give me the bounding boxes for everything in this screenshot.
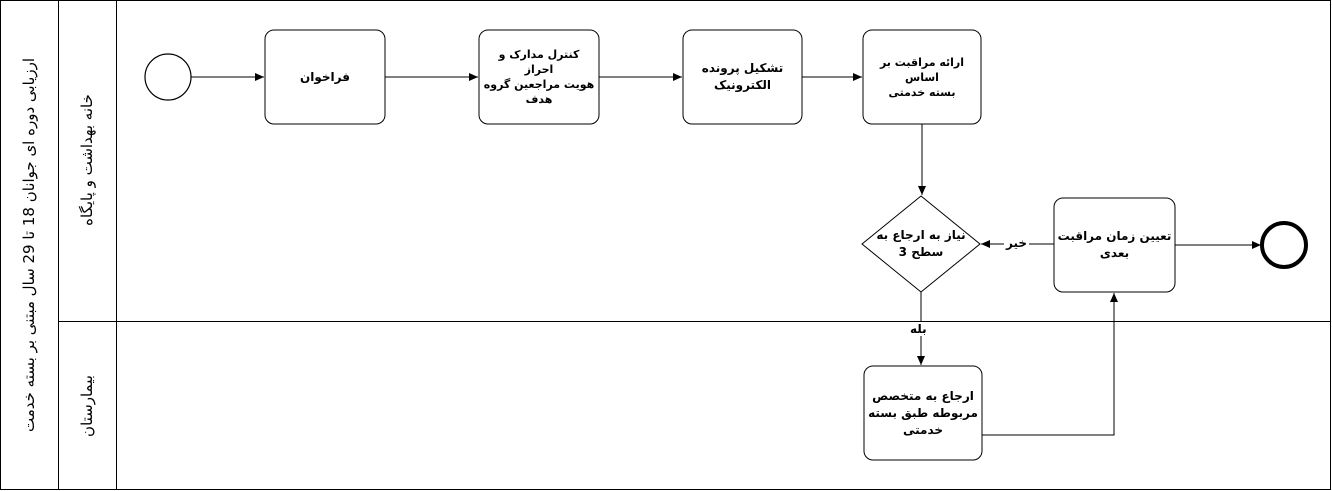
- gateway-label: نیاز به ارجاع به سطح 3: [876, 228, 966, 259]
- lane-label-health-house: خانه بهداشت و پایگاه: [78, 94, 96, 226]
- task-referral-label: ارجاع به متخصص مربوطه طبق بسته خدمتی: [868, 388, 978, 437]
- task-care-label: ارائه مراقبت بر اساس بسته خدمتی: [879, 55, 965, 99]
- edge-label-no: خیر: [1006, 236, 1028, 250]
- task-call-label: فراخوان: [300, 69, 350, 84]
- edge-label-yes: بله: [910, 322, 927, 336]
- flow-referral-to-next-time: [982, 293, 1114, 435]
- start-event[interactable]: [145, 54, 191, 100]
- end-event[interactable]: [1262, 223, 1306, 267]
- lane-label-hospital: بیمارستان: [78, 375, 96, 437]
- task-verify-label: کنترل مدارک و احراز هویت مراجعین گروه هدف: [483, 48, 595, 106]
- task-ehr-label: تشکیل پرونده الکترونیک: [701, 61, 784, 92]
- task-next-time-label: تعیین زمان مراقبت بعدی: [1057, 229, 1172, 260]
- pool-label: ارزیابی دوره ای جوانان 18 تا 29 سال مبتنی بر بسته خدمت: [20, 58, 38, 432]
